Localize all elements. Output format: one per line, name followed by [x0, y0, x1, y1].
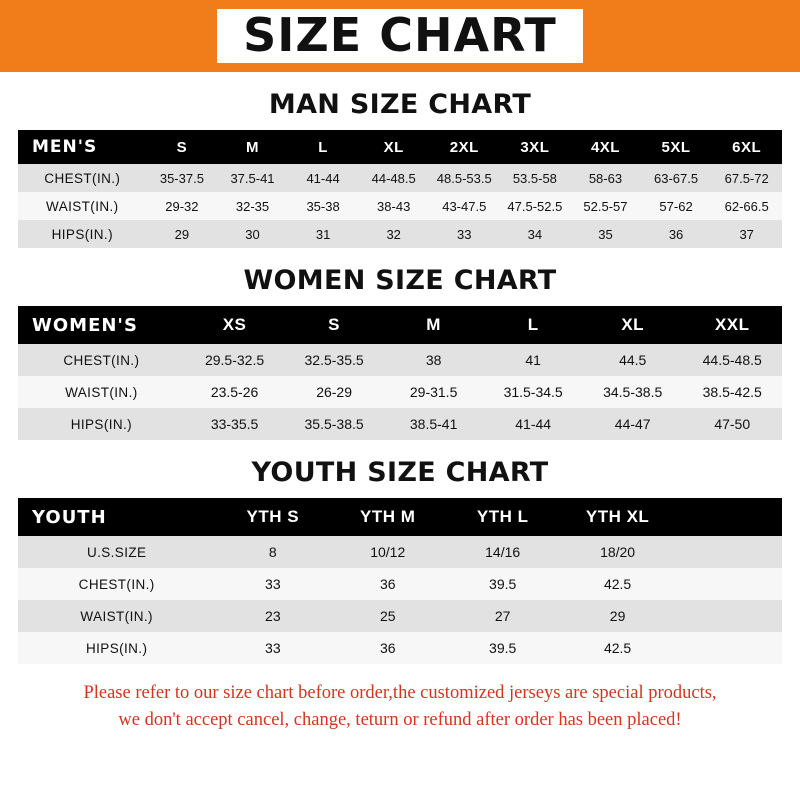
men-header-m: M — [217, 130, 288, 164]
youth-waist-m: 25 — [330, 600, 445, 632]
men-table-body — [18, 164, 782, 248]
men-waist-l: 35-38 — [288, 192, 359, 220]
youth-table-header — [18, 498, 782, 536]
header-left-block — [0, 0, 56, 72]
men-hips-2xl: 33 — [429, 220, 500, 248]
footer-note-line2: we don't accept cancel, change, teturn or refund after order has been placed! — [118, 709, 682, 730]
youth-hips-l: 39.5 — [445, 632, 560, 664]
women-header-l: L — [483, 306, 583, 344]
youth-chest-l: 39.5 — [445, 568, 560, 600]
youth-waist-xl: 29 — [560, 600, 675, 632]
table-row — [18, 600, 782, 632]
women-chest-xs: 29.5-32.5 — [185, 344, 285, 376]
youth-ussize-m: 10/12 — [330, 536, 445, 568]
women-waist-m: 29-31.5 — [384, 376, 484, 408]
women-table-header — [18, 306, 782, 344]
women-waist-xl: 34.5-38.5 — [583, 376, 683, 408]
men-waist-3xl: 47.5-52.5 — [500, 192, 571, 220]
women-header-xl: XL — [583, 306, 683, 344]
men-waist-4xl: 52.5-57 — [570, 192, 641, 220]
men-hips-6xl: 37 — [711, 220, 782, 248]
table-row — [18, 344, 782, 376]
youth-size-table — [18, 498, 782, 664]
table-header-row — [18, 130, 782, 164]
men-waist-s: 29-32 — [147, 192, 218, 220]
men-header-rowlabel: MEN'S — [18, 130, 147, 164]
youth-row-chest-label: CHEST(IN.) — [18, 568, 215, 600]
men-chest-m: 37.5-41 — [217, 164, 288, 192]
youth-table-body — [18, 536, 782, 664]
youth-section — [18, 457, 782, 664]
youth-header-s: YTH S — [215, 498, 330, 536]
youth-ussize-l: 14/16 — [445, 536, 560, 568]
women-header-rowlabel: WOMEN'S — [18, 306, 185, 344]
youth-waist-spacer — [675, 600, 782, 632]
women-waist-xs: 23.5-26 — [185, 376, 285, 408]
men-chest-5xl: 63-67.5 — [641, 164, 712, 192]
header-right-block — [744, 0, 800, 72]
header-band — [0, 0, 800, 72]
women-waist-l: 31.5-34.5 — [483, 376, 583, 408]
content — [0, 89, 800, 734]
table-row — [18, 220, 782, 248]
women-hips-l: 41-44 — [483, 408, 583, 440]
men-chest-3xl: 53.5-58 — [500, 164, 571, 192]
men-chest-6xl: 67.5-72 — [711, 164, 782, 192]
youth-ussize-spacer — [675, 536, 782, 568]
women-hips-m: 38.5-41 — [384, 408, 484, 440]
men-section-title: MAN SIZE CHART — [268, 89, 532, 120]
men-header-6xl: 6XL — [711, 130, 782, 164]
women-hips-s: 35.5-38.5 — [284, 408, 384, 440]
youth-chest-xl: 42.5 — [560, 568, 675, 600]
men-waist-m: 32-35 — [217, 192, 288, 220]
youth-hips-spacer — [675, 632, 782, 664]
youth-row-waist-label: WAIST(IN.) — [18, 600, 215, 632]
men-chest-2xl: 48.5-53.5 — [429, 164, 500, 192]
women-section — [18, 265, 782, 440]
youth-hips-m: 36 — [330, 632, 445, 664]
youth-row-ussize-label: U.S.SIZE — [18, 536, 215, 568]
men-hips-m: 30 — [217, 220, 288, 248]
men-hips-xl: 32 — [358, 220, 429, 248]
men-size-table — [18, 130, 782, 248]
men-waist-5xl: 57-62 — [641, 192, 712, 220]
women-header-xxl: XXL — [682, 306, 782, 344]
page-title: SIZE CHART — [217, 9, 583, 63]
men-header-3xl: 3XL — [500, 130, 571, 164]
youth-waist-l: 27 — [445, 600, 560, 632]
men-header-l: L — [288, 130, 359, 164]
men-hips-s: 29 — [147, 220, 218, 248]
men-row-chest-label: CHEST(IN.) — [18, 164, 147, 192]
women-chest-l: 41 — [483, 344, 583, 376]
men-chest-4xl: 58-63 — [570, 164, 641, 192]
women-hips-xl: 44-47 — [583, 408, 683, 440]
men-row-waist-label: WAIST(IN.) — [18, 192, 147, 220]
women-table-body — [18, 344, 782, 440]
women-chest-s: 32.5-35.5 — [284, 344, 384, 376]
youth-section-title: YOUTH SIZE CHART — [251, 457, 549, 488]
men-hips-4xl: 35 — [570, 220, 641, 248]
men-section — [18, 89, 782, 248]
table-row — [18, 408, 782, 440]
table-row — [18, 376, 782, 408]
youth-hips-xl: 42.5 — [560, 632, 675, 664]
women-waist-xxl: 38.5-42.5 — [682, 376, 782, 408]
table-row — [18, 536, 782, 568]
men-header-4xl: 4XL — [570, 130, 641, 164]
youth-chest-m: 36 — [330, 568, 445, 600]
youth-header-m: YTH M — [330, 498, 445, 536]
men-waist-xl: 38-43 — [358, 192, 429, 220]
youth-header-spacer — [675, 498, 782, 536]
table-row — [18, 632, 782, 664]
men-header-xl: XL — [358, 130, 429, 164]
women-waist-s: 26-29 — [284, 376, 384, 408]
table-row — [18, 164, 782, 192]
men-header-s: S — [147, 130, 218, 164]
men-header-2xl: 2XL — [429, 130, 500, 164]
women-header-s: S — [284, 306, 384, 344]
men-hips-3xl: 34 — [500, 220, 571, 248]
youth-ussize-s: 8 — [215, 536, 330, 568]
men-hips-l: 31 — [288, 220, 359, 248]
women-hips-xs: 33-35.5 — [185, 408, 285, 440]
men-hips-5xl: 36 — [641, 220, 712, 248]
youth-waist-s: 23 — [215, 600, 330, 632]
table-header-row — [18, 498, 782, 536]
men-chest-l: 41-44 — [288, 164, 359, 192]
men-waist-6xl: 62-66.5 — [711, 192, 782, 220]
women-row-hips-label: HIPS(IN.) — [18, 408, 185, 440]
women-row-chest-label: CHEST(IN.) — [18, 344, 185, 376]
table-row — [18, 568, 782, 600]
women-size-table — [18, 306, 782, 440]
youth-chest-s: 33 — [215, 568, 330, 600]
men-chest-s: 35-37.5 — [147, 164, 218, 192]
women-chest-m: 38 — [384, 344, 484, 376]
footer-note-line1: Please refer to our size chart before order,the customized jerseys are special products, — [83, 683, 717, 703]
women-header-xs: XS — [185, 306, 285, 344]
men-waist-2xl: 43-47.5 — [429, 192, 500, 220]
women-chest-xxl: 44.5-48.5 — [682, 344, 782, 376]
women-chest-xl: 44.5 — [583, 344, 683, 376]
men-row-hips-label: HIPS(IN.) — [18, 220, 147, 248]
youth-hips-s: 33 — [215, 632, 330, 664]
women-hips-xxl: 47-50 — [682, 408, 782, 440]
table-row — [18, 192, 782, 220]
youth-header-xl: YTH XL — [560, 498, 675, 536]
women-section-title: WOMEN SIZE CHART — [243, 265, 557, 296]
table-header-row — [18, 306, 782, 344]
youth-row-hips-label: HIPS(IN.) — [18, 632, 215, 664]
men-chest-xl: 44-48.5 — [358, 164, 429, 192]
youth-ussize-xl: 18/20 — [560, 536, 675, 568]
youth-chest-spacer — [675, 568, 782, 600]
women-row-waist-label: WAIST(IN.) — [18, 376, 185, 408]
men-header-5xl: 5XL — [641, 130, 712, 164]
women-header-m: M — [384, 306, 484, 344]
youth-header-rowlabel: YOUTH — [18, 498, 215, 536]
footer-note — [18, 680, 782, 734]
men-table-header — [18, 130, 782, 164]
youth-header-l: YTH L — [445, 498, 560, 536]
